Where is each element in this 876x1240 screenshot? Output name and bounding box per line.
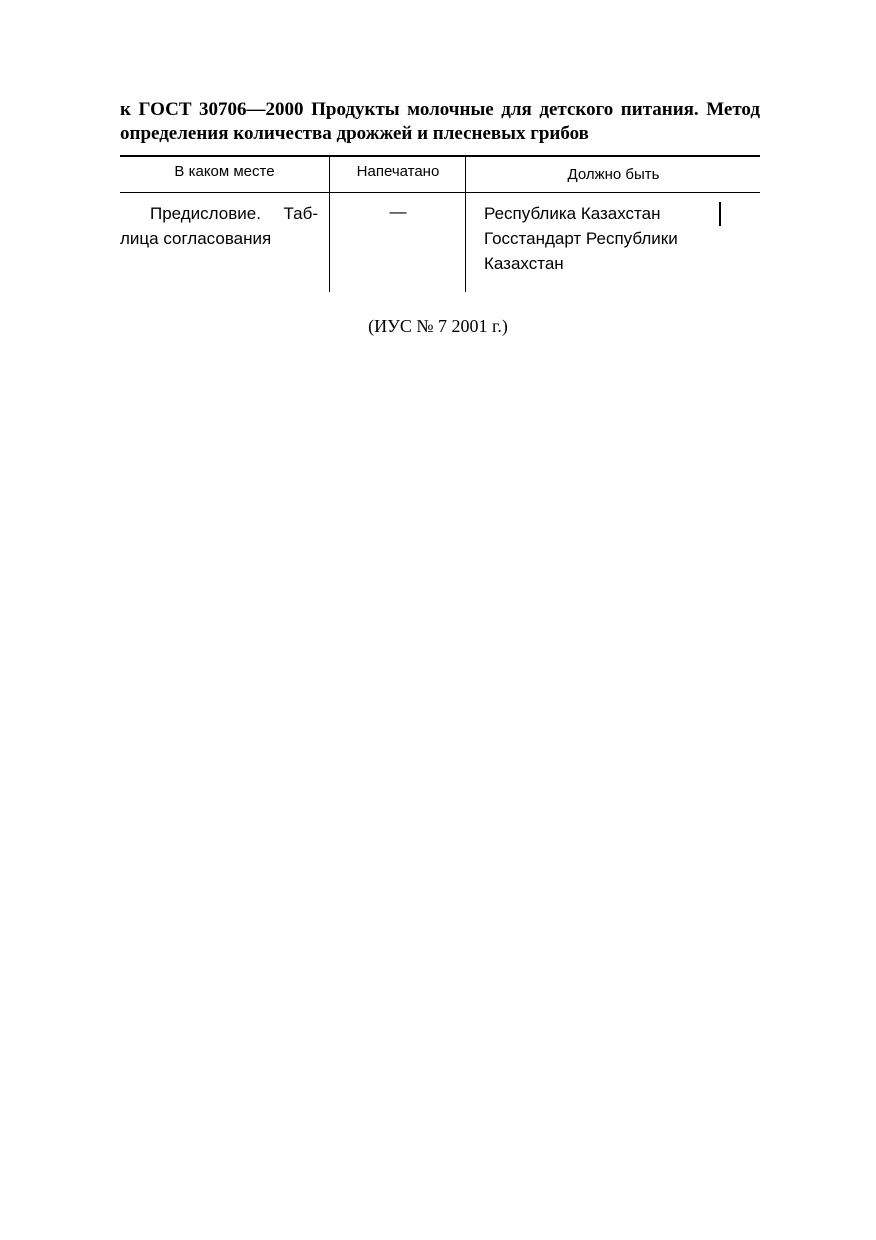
heading-line-1: к ГОСТ 30706—2000 Продукты молочные для детского питания. Метод	[120, 99, 760, 120]
cell-place	[120, 201, 318, 251]
cell-should-be-line-2: Госстандарт Республики	[484, 229, 678, 248]
table-column-divider	[465, 155, 466, 292]
amendment-heading	[120, 98, 760, 146]
column-header-place: В каком месте	[174, 163, 275, 180]
column-header-printed: Напечатано	[356, 163, 440, 180]
cell-should-be	[484, 201, 724, 276]
column-header-should-be: Должно быть	[567, 166, 660, 183]
table-header-rule	[120, 192, 760, 193]
cell-place-line-2: лица согласования	[120, 229, 272, 248]
table-top-rule	[120, 155, 760, 157]
heading-line-2: определения количества дрожжей и плесневых грибов	[120, 123, 589, 144]
cell-place-line-1: Предисловие. Таб-	[150, 204, 318, 223]
cell-printed: —	[389, 202, 407, 221]
change-margin-mark	[719, 202, 721, 226]
amendment-table	[120, 155, 760, 292]
cell-should-be-line-1: Республика Казахстан	[484, 204, 661, 223]
source-reference: (ИУС № 7 2001 г.)	[368, 316, 508, 336]
cell-should-be-line-3: Казахстан	[484, 254, 564, 273]
table-column-divider	[329, 155, 330, 292]
